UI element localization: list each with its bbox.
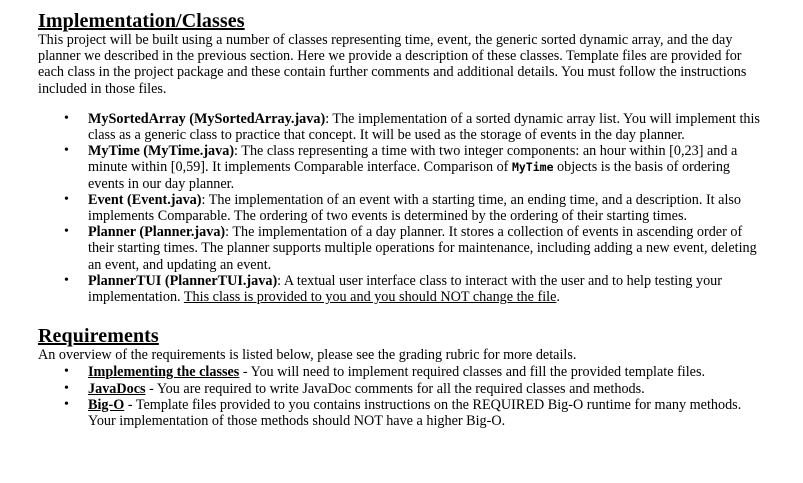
bullet-icon: • <box>64 191 69 207</box>
section-intro-implementation: This project will be built using a number of classes representing time, event, the generic sorted dynamic array, and the day planner we described in the previous section. Here we provide a description of these classes. Template files are provided for each class in the project package and these contain further comments and additional details. You must follow the instructions included in those files. <box>38 32 747 97</box>
item-title: Big-O <box>88 396 125 413</box>
bullet-icon: • <box>64 364 69 380</box>
item-text: - Template files provided to you contains instructions on the REQUIRED Big-O runtime for many methods. Your implementation of those methods should NOT have a higher Big-O. <box>88 396 742 430</box>
item-text: - You will need to implement required classes and fill the provided template files. <box>239 364 706 381</box>
section-heading-requirements: Requirements <box>38 325 159 348</box>
list-item-plannertui <box>64 272 763 306</box>
requirements-section <box>38 325 763 429</box>
list-item-mytime <box>64 143 763 192</box>
list-item-javadocs <box>64 380 763 397</box>
item-text-end: . <box>556 289 560 306</box>
list-item-event <box>64 191 763 225</box>
section-intro-requirements: An overview of the requirements is listed below, please see the grading rubric for more details. <box>38 347 577 364</box>
item-title: Implementing the classes <box>88 364 240 381</box>
item-text: - You are required to write JavaDoc comments for all the required classes and methods. <box>145 380 645 397</box>
list-item-mysortedarray <box>64 110 763 144</box>
item-title: Planner (Planner.java) <box>88 224 226 241</box>
item-text: : The class representing a time with two integer components: an hour within [0,23] and a minute within [0,59]. It implements Comparable interface. Comparison of <box>88 143 738 176</box>
item-title: PlannerTUI (PlannerTUI.java) <box>88 272 278 289</box>
class-list <box>38 111 763 305</box>
item-text: : The implementation of an event with a starting time, an ending time, and a description. It also implements Comparable. The ordering of two events is determined by the ordering of their starting times. <box>88 191 742 225</box>
item-text: : A textual user interface class to interact with the user and to help testing your implementation. <box>88 272 722 306</box>
item-title: MySortedArray (MySortedArray.java) <box>88 110 326 127</box>
inline-code: MyTime <box>511 160 554 175</box>
item-text: : The implementation of a sorted dynamic array list. You will implement this class as a generic class to practice that concept. It will be used as the storage of events in the day planner. <box>88 110 760 144</box>
item-text: : The implementation of a day planner. It stores a collection of events in ascending order of their starting times. The planner supports multiple operations for maintenance, including adding a new event, deleting an event, and updating an event. <box>88 224 757 273</box>
item-text: objects is the basis of ordering events in our day planner. <box>88 159 731 192</box>
item-title: JavaDocs <box>88 380 146 397</box>
underlined-note: This class is provided to you and you should NOT change the file <box>183 289 557 306</box>
requirements-list <box>38 364 763 429</box>
bullet-icon: • <box>64 143 69 159</box>
item-title: MyTime (MyTime.java) <box>88 143 235 160</box>
bullet-icon: • <box>64 396 69 412</box>
bullet-icon: • <box>64 272 69 288</box>
list-item-bigo <box>64 396 763 430</box>
bullet-icon: • <box>64 110 69 126</box>
list-item-implementing <box>64 364 763 381</box>
section-heading-implementation: Implementation/Classes <box>38 10 245 32</box>
item-title: Event (Event.java) <box>88 191 202 208</box>
bullet-icon: • <box>64 380 69 396</box>
bullet-icon: • <box>64 224 69 240</box>
list-item-planner <box>64 224 763 273</box>
